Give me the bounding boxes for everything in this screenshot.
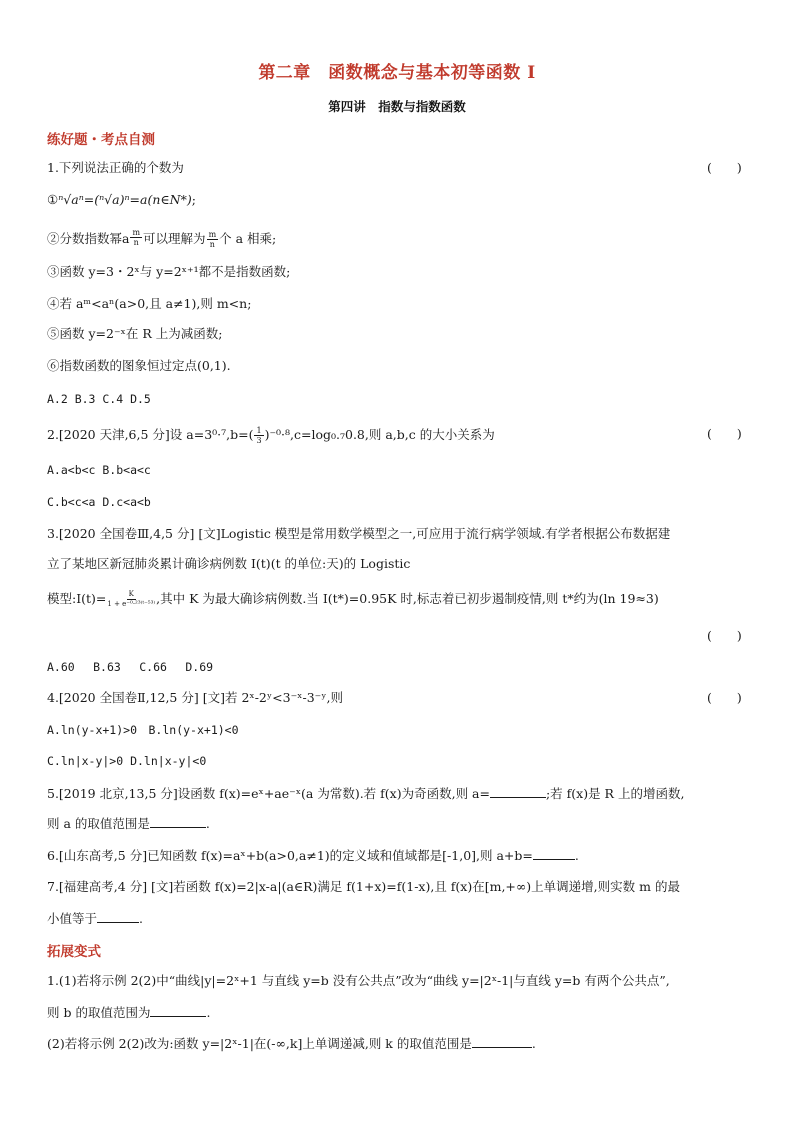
q2-stem-a: 2.[2020 天津,6,5 分]设 a=3⁰·⁷,b=( xyxy=(47,427,254,442)
q1-item1 xyxy=(47,192,764,208)
q3-line3-a: 模型:I(t)= xyxy=(47,591,107,606)
q4-answer-paren: ( ) xyxy=(707,690,742,705)
q1-item2-mid: 可以理解为 xyxy=(143,231,206,246)
q3-line3 xyxy=(47,590,764,609)
q6-text-b: . xyxy=(574,848,579,863)
q6-text-a: 6.[山东高考,5 分]已知函数 f(x)=aˣ+b(a>0,a≠1)的定义域和值域都是[-1,0],则 a+b= xyxy=(47,848,533,863)
q1-item2-exponent: $\frac{m}{n}$ xyxy=(132,228,141,247)
q2-options-row2: C.b<c<a D.c<a<b xyxy=(47,495,151,509)
q7-line2-b: . xyxy=(139,911,143,926)
lesson-title: 第四讲 指数与指数函数 xyxy=(328,99,466,114)
q5-line1 xyxy=(47,785,764,802)
q7-line2-a: 小值等于 xyxy=(47,911,98,926)
q1-item1-formula: ⁿ√aⁿ=(ⁿ√a)ⁿ=a(n∈N*) xyxy=(58,192,192,207)
q7-line1: 7.[福建高考,4 分] [文]若函数 f(x)=2|x-a|(a∈R)满足 f(1+x)=f(1-x),且 f(x)在[m,+∞)上单调递增,则实数 m 的最 xyxy=(47,879,680,894)
q3-answer-paren: ( ) xyxy=(707,628,742,643)
q4-options-row2: C.ln|x-y|>0 D.ln|x-y|<0 xyxy=(47,754,207,768)
q2-fraction: $\frac{1}{3}$ xyxy=(256,426,262,445)
ext1-line3-b: . xyxy=(531,1036,536,1051)
q5-line2 xyxy=(47,815,764,832)
section-heading-practice: 练好题・考点自测 xyxy=(47,132,155,148)
q7-blank[interactable] xyxy=(97,910,139,923)
ext1-blank-k[interactable] xyxy=(472,1035,532,1048)
q7-line2 xyxy=(47,910,764,927)
q5-line1-b: ;若 f(x)是 R 上的增函数, xyxy=(545,786,685,801)
q3-line3-b: ,其中 K 为最大确诊病例数.当 I(t*)=0.95K 时,标志着已初步遏制疫情,则 t*约为(ln 19≈3) xyxy=(156,591,659,606)
section-heading-extension: 拓展变式 xyxy=(47,944,101,960)
q1-item1-prefix: ① xyxy=(47,192,59,207)
q6-line xyxy=(47,847,764,864)
q1-item2 xyxy=(47,228,764,249)
ext1-line3 xyxy=(47,1035,764,1052)
q5-line2-b: . xyxy=(205,816,210,831)
q1-item2-prefix: ②分数指数幂a xyxy=(47,231,130,246)
ext1-line2-b: . xyxy=(206,1005,211,1020)
ext1-line2 xyxy=(47,1004,764,1021)
q4-options-row1: A.ln(y-x+1)>0 B.ln(y-x+1)<0 xyxy=(47,723,239,737)
ext1-line2-a: 则 b 的取值范围为 xyxy=(47,1005,151,1020)
chapter-title: 第二章 函数概念与基本初等函数 I xyxy=(258,63,536,83)
q1-stem: 1.下列说法正确的个数为 xyxy=(47,160,184,175)
q4-stem: 4.[2020 全国卷Ⅱ,12,5 分] [文]若 2ˣ-2ʸ<3⁻ˣ-3⁻ʸ,则 xyxy=(47,690,344,705)
q6-blank[interactable] xyxy=(533,847,575,860)
q1-item1-tail: ; xyxy=(191,192,196,207)
q1-options: A.2 B.3 C.4 D.5 xyxy=(47,392,151,406)
q3-options: A.60 B.63 C.66 D.69 xyxy=(47,660,214,674)
q2-stem-b: )⁻⁰·⁸,c=log₀.₇0.8,则 a,b,c 的大小关系为 xyxy=(264,427,495,442)
q1-item3: ③函数 y=3・2ˣ与 y=2ˣ⁺¹都不是指数函数; xyxy=(47,264,291,279)
ext1-line1: 1.(1)若将示例 2(2)中“曲线|y|=2ˣ+1 与直线 y=b 没有公共点”改为“曲线 y=|2ˣ-1|与直线 y=b 有两个公共点”, xyxy=(47,973,670,988)
q3-line2: 立了某地区新冠肺炎累计确诊病例数 I(t)(t 的单位:天)的 Logistic xyxy=(47,556,411,571)
q1-item2-tail: 个 a 相乘; xyxy=(219,231,277,246)
q2-answer-paren: ( ) xyxy=(707,426,742,441)
q3-fraction: $\frac{K}{\text{1 + e⁻⁰·²³⁽ᵗ⁻⁵³⁾}}$ xyxy=(107,590,156,608)
q5-line1-a: 5.[2019 北京,13,5 分]设函数 f(x)=eˣ+ae⁻ˣ(a 为常数).若 f(x)为奇函数,则 a= xyxy=(47,786,490,801)
q1-item2-fraction: $\frac{m}{n}$ xyxy=(208,230,217,249)
q1-item6: ⑥指数函数的图象恒过定点(0,1). xyxy=(47,358,231,373)
q1-item5: ⑤函数 y=2⁻ˣ在 R 上为减函数; xyxy=(47,326,223,341)
ext1-line3-a: (2)若将示例 2(2)改为:函数 y=|2ˣ-1|在(-∞,k]上单调递减,则 k 的取值范围是 xyxy=(47,1036,472,1051)
ext1-blank-b[interactable] xyxy=(150,1004,206,1017)
q3-line1: 3.[2020 全国卷Ⅲ,4,5 分] [文]Logistic 模型是常用数学模型之一,可应用于流行病学领域.有学者根据公布数据建 xyxy=(47,526,671,541)
q2-options-row1: A.a<b<c B.b<a<c xyxy=(47,463,151,477)
q5-blank-a[interactable] xyxy=(490,785,546,798)
q5-blank-range[interactable] xyxy=(150,815,206,828)
q2-stem xyxy=(47,426,764,445)
q5-line2-a: 则 a 的取值范围是 xyxy=(47,816,150,831)
q1-answer-paren: ( ) xyxy=(707,160,742,175)
q1-item4: ④若 aᵐ<aⁿ(a>0,且 a≠1),则 m<n; xyxy=(47,296,252,311)
